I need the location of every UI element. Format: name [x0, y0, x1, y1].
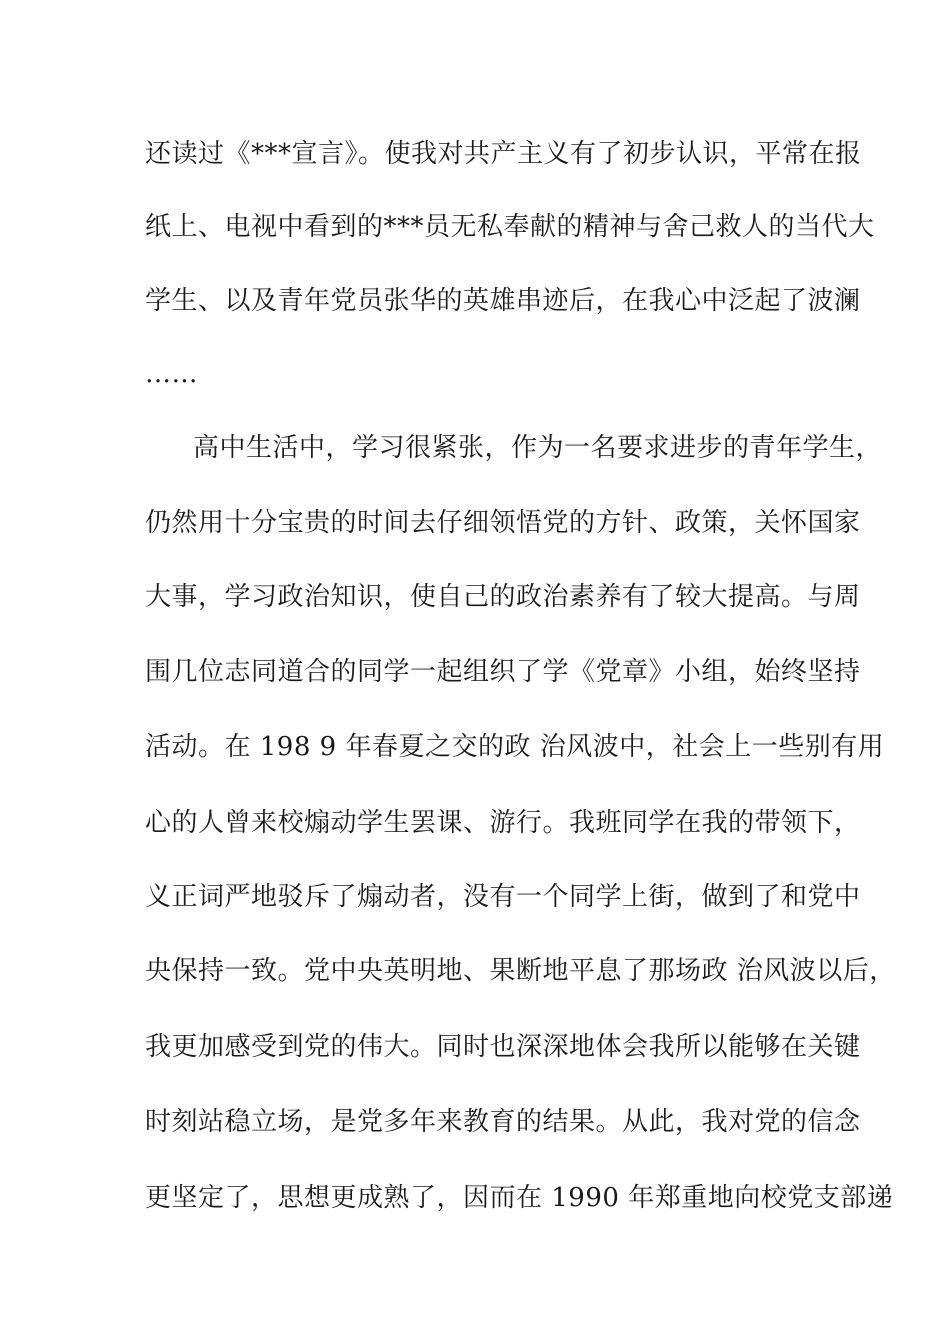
text-line: 纸上、电视中看到的***员无私奉献的精神与舍己救人的当代大 — [145, 212, 875, 242]
text-line: …… — [145, 359, 198, 389]
text-line: 仍然用十分宝贵的时间去仔细领悟党的方针、政策，关怀国家 — [145, 508, 861, 538]
text-line: 央保持一致。党中央英明地、果断地平息了那场政 治风波以后， — [145, 956, 896, 986]
text-line: 心的人曾来校煽动学生罢课、游行。我班同学在我的带领下， — [145, 808, 861, 838]
text-line: 学生、以及青年党员张华的英雄串迹后，在我心中泛起了波澜 — [145, 286, 861, 316]
text-line: 时刻站稳立场，是党多年来教育的结果。从此，我对党的信念 — [145, 1107, 861, 1137]
text-line: 围几位志同道合的同学一起组织了学《党章》小组，始终坚持 — [145, 657, 861, 687]
text-line: 还读过《***宣言》。使我对共产主义有了初步认识，平常在报 — [145, 139, 862, 169]
text-line: 活动。在 198 9 年春夏之交的政 治风波中，社会上一些别有用 — [145, 732, 885, 762]
text-line: 我更加感受到党的伟大。同时也深深地体会我所以能够在关键 — [145, 1032, 861, 1062]
text-line: 大事，学习政治知识，使自己的政治素养有了较大提高。与周 — [145, 582, 861, 612]
text-line: 义正词严地驳斥了煽动者，没有一个同学上街，做到了和党中 — [145, 882, 861, 912]
paragraph-start-line: 高中生活中，学习很紧张，作为一名要求进步的青年学生， — [193, 433, 883, 463]
text-line: 更坚定了，思想更成熟了，因而在 1990 年郑重地向校党支部递 — [145, 1183, 894, 1213]
